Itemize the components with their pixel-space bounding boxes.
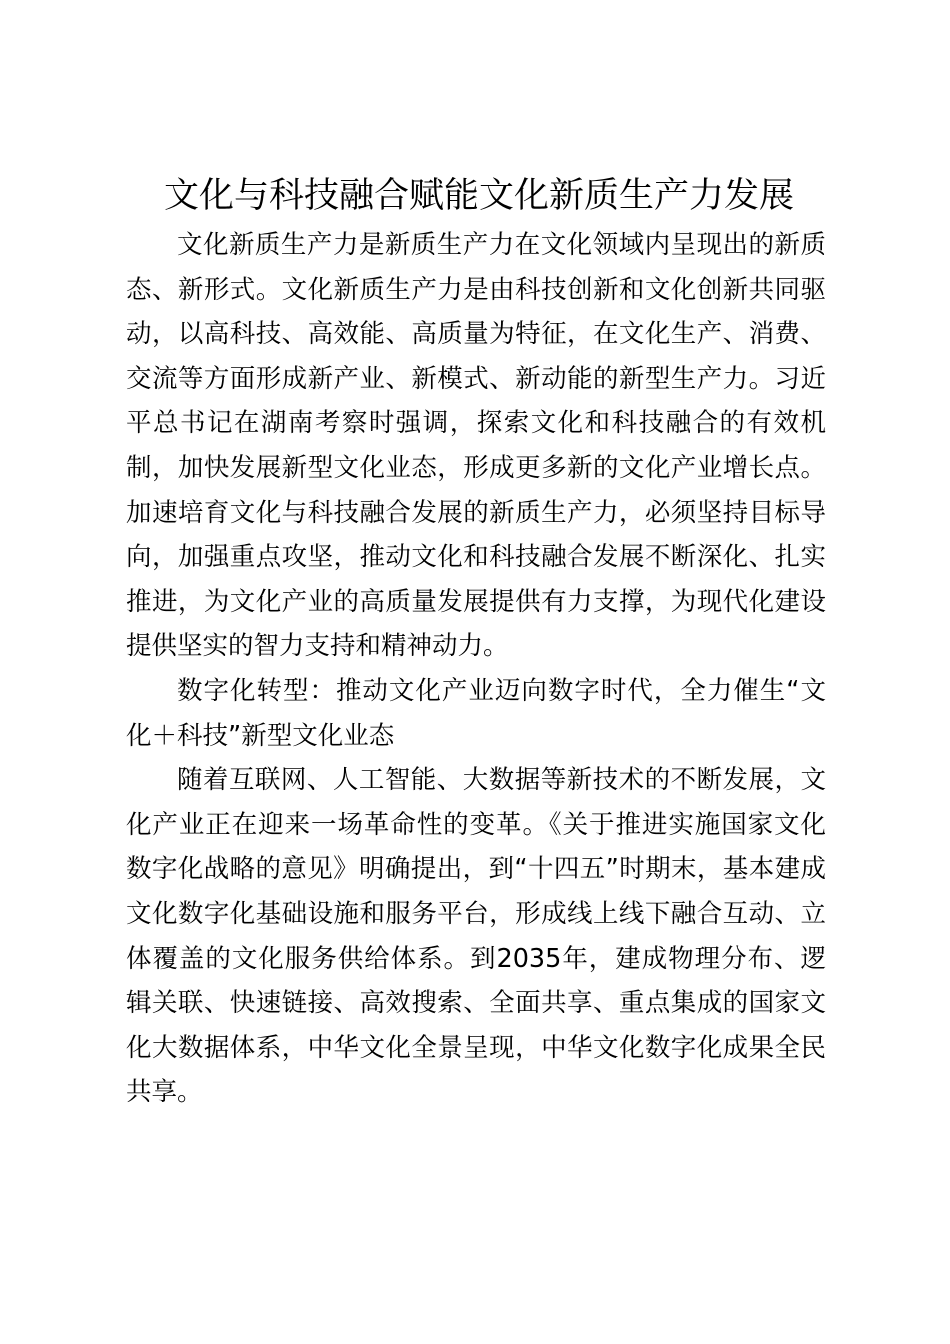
section-heading-digital-transformation: 数字化转型：推动文化产业迈向数字时代，全力催生“文化＋科技”新型文化业态 <box>126 675 826 751</box>
document-title: 文化与科技融合赋能文化新质生产力发展 <box>163 176 794 216</box>
paragraph-intro: 文化新质生产力是新质生产力在文化领域内呈现出的新质态、新形式。文化新质生产力是由科技创新和文化创新共同驱动，以高科技、高效能、高质量为特征，在文化生产、消费、交流等方面形成新产业、新模式、新动能的新型生产力。习近平总书记在湖南考察时强调，探索文化和科技融合的有效机制，加快发展新型文化业态，形成更多新的文化产业增长点。加速培育文化与科技融合发展的新质生产力，必须坚持目标导向，加强重点攻坚，推动文化和科技融合发展不断深化、扎实推进，为文化产业的高质量发展提供有力支撑，为现代化建设提供坚实的智力支持和精神动力。 <box>126 230 826 662</box>
paragraph-digital-transformation: 随着互联网、人工智能、大数据等新技术的不断发展，文化产业正在迎来一场革命性的变革。《关于推进实施国家文化数字化战略的意见》明确提出，到“十四五”时期末，基本建成文化数字化基础设施和服务平台，形成线上线下融合互动、立体覆盖的文化服务供给体系。到2035年，建成物理分布、逻辑关联、快速链接、高效搜索、全面共享、重点集成的国家文化大数据体系，中华文化全景呈现，中华文化数字化成果全民共享。 <box>126 765 826 1108</box>
document-body <box>126 223 826 1115</box>
